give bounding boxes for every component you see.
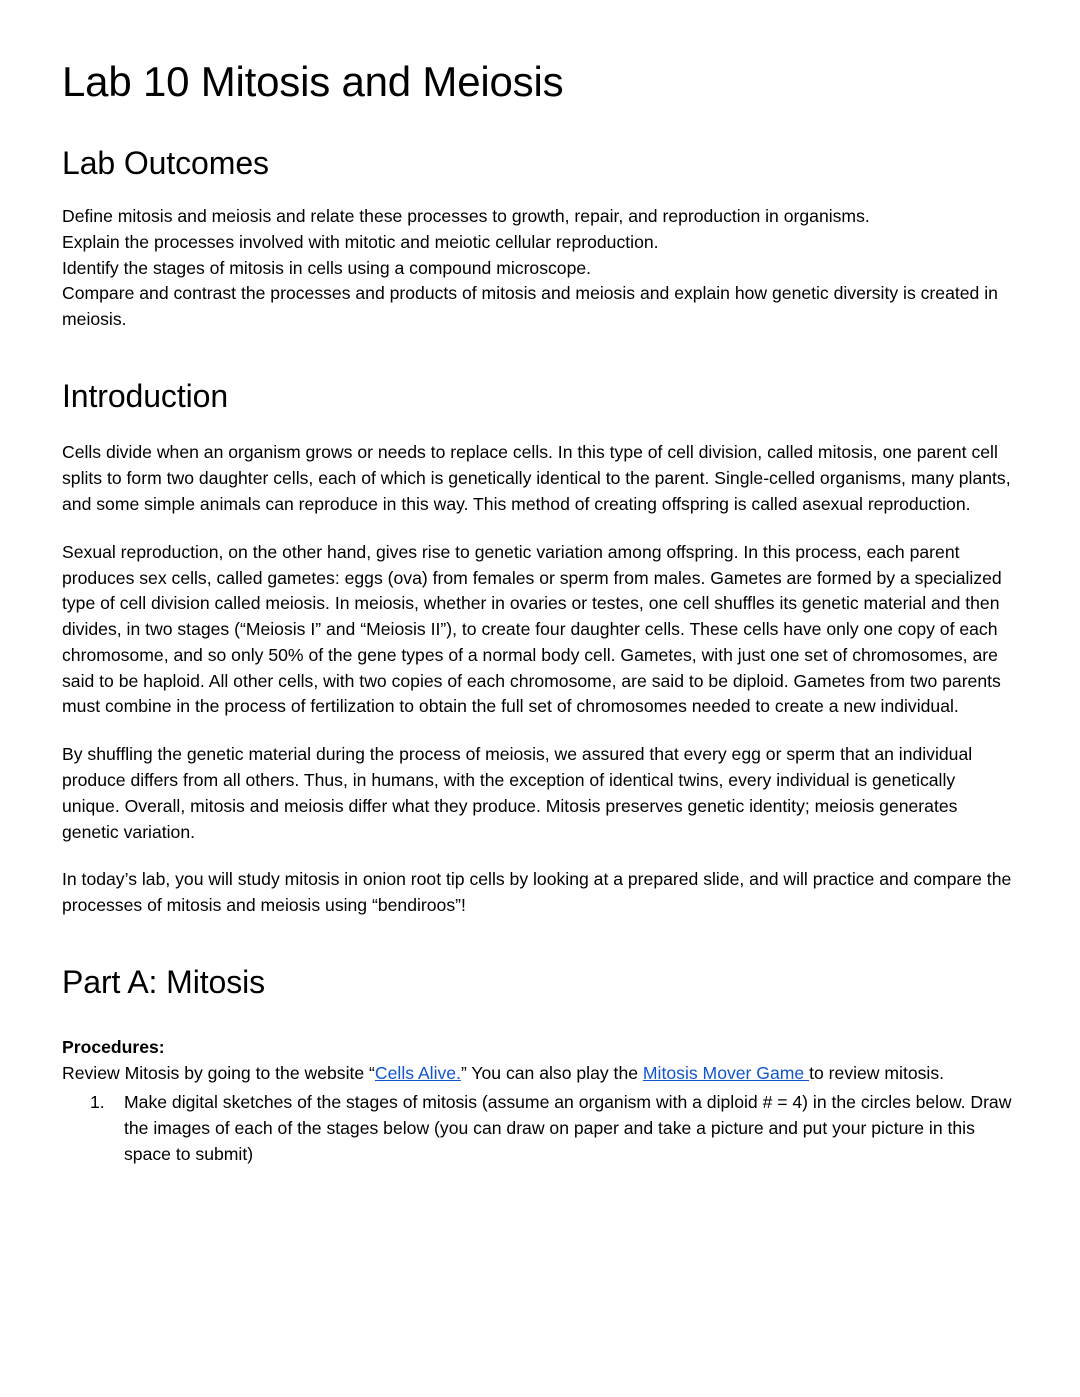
heading-introduction: Introduction (62, 377, 229, 414)
introduction-paragraph: Sexual reproduction, on the other hand, gives rise to genetic variation among offspring. In this process, each parent produces sex cells, called gametes: eggs (ova) from females or sperm from males. Gametes are formed by a specialized type of cell division called meiosis. In meiosis, whether in ovaries or testes, one cell shuffles its genetic material and then divides, in two stages (“Meiosis I” and “Meiosis II”), to create four daughter cells. These cells have only one copy of each chromosome, and so only 50% of the gene types of a normal body cell. Gametes, with just one set of chromosomes, are said to be haploid. All other cells, with two copies of each chromosome, are said to be diploid. Gametes from two parents must combine in the process of fertilization to obtain the full set of chromosomes needed to create a new individual. (62, 541, 1002, 717)
procedures-ordered-list (62, 1090, 1015, 1167)
heading-lab-outcomes: Lab Outcomes (62, 144, 269, 181)
introduction-paragraph: Cells divide when an organism grows or needs to replace cells. In this type of cell division, called mitosis, one parent cell splits to form two daughter cells, each of which is genetically identical to the parent. Single-celled organisms, many plants, and some simple animals can reproduce in this way. This method of creating offspring is called asexual reproduction. (62, 442, 1011, 514)
review-text-between-links: ” You can also play the (460, 1063, 643, 1084)
heading-part-a-mitosis: Part A: Mitosis (62, 964, 266, 1001)
list-item: Make digital sketches of the stages of mitosis (assume an organism with a diploid # = 4) in the circles below. Draw the images of each of the stages below (you can draw on paper and take a picture and put your picture in this space to submit) (124, 1092, 1012, 1164)
lab-outcomes-list (62, 182, 1015, 333)
lab-outcome-line: Define mitosis and meiosis and relate these processes to growth, repair, and reproduction in organisms. (62, 205, 870, 226)
document-title: Lab 10 Mitosis and Meiosis (62, 58, 564, 105)
introduction-paragraph: By shuffling the genetic material during the process of meiosis, we assured that every egg or sperm that an individual produce differs from all others. Thus, in humans, with the exception of identical twins, every individual is genetically unique. Overall, mitosis and meiosis differ what they produce. Mitosis preserves genetic identity; meiosis generates genetic variation. (62, 744, 973, 842)
mitosis-mover-game-link[interactable]: Mitosis Mover Game (642, 1063, 810, 1084)
review-text-after-link: to review mitosis. (809, 1063, 945, 1084)
review-text-before-link: Review Mitosis by going to the website “ (62, 1063, 375, 1084)
procedures-review-text (62, 1061, 1015, 1087)
procedures-label: Procedures: (62, 1037, 165, 1058)
introduction-paragraph: In today’s lab, you will study mitosis in onion root tip cells by looking at a prepared slide, and will practice and compare the processes of mitosis and meiosis using “bendiroos”! (62, 869, 1012, 916)
lab-outcome-line: Compare and contrast the processes and products of mitosis and meiosis and explain how genetic diversity is created in meiosis. (62, 283, 998, 330)
lab-outcome-line: Identify the stages of mitosis in cells using a compound microscope. (62, 257, 592, 278)
lab-outcome-line: Explain the processes involved with mitotic and meiotic cellular reproduction. (62, 231, 659, 252)
cells-alive-link[interactable]: Cells Alive. (374, 1063, 461, 1084)
